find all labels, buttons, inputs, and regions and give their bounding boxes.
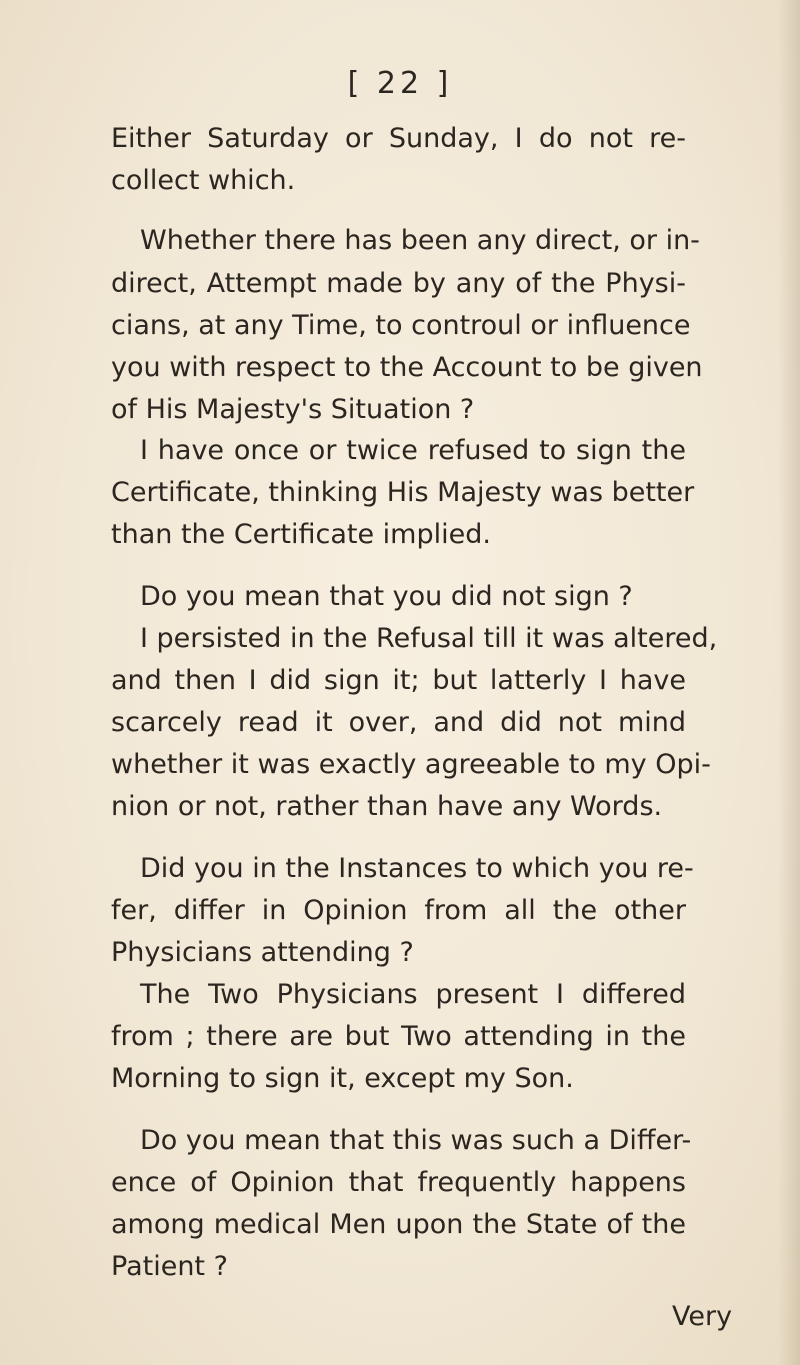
text-line: and then I did sign it; but latterly I have bbox=[111, 665, 686, 696]
text-line: fer, differ in Opinion from all the other bbox=[111, 895, 686, 926]
text-line: cians, at any Time, to controul or influence bbox=[111, 310, 691, 341]
text-line: nion or not, rather than have any Words. bbox=[111, 791, 663, 822]
text-line: Certificate, thinking His Majesty was better bbox=[111, 477, 695, 508]
text-line: Physicians attending ? bbox=[111, 937, 414, 968]
text-line: Whether there has been any direct, or in- bbox=[140, 225, 700, 256]
text-line: The Two Physicians present I differed bbox=[140, 979, 686, 1010]
text-line: from ; there are but Two attending in the bbox=[111, 1021, 686, 1052]
text-line: whether it was exactly agreeable to my Opi- bbox=[111, 749, 711, 780]
text-line: Either Saturday or Sunday, I do not re- bbox=[111, 123, 686, 154]
text-line: I persisted in the Refusal till it was altered, bbox=[140, 623, 718, 654]
text-line: ence of Opinion that frequently happens bbox=[111, 1167, 686, 1198]
text-line: Patient ? bbox=[111, 1251, 228, 1282]
text-line: Did you in the Instances to which you re- bbox=[140, 853, 694, 884]
text-line: of His Majesty's Situation ? bbox=[111, 394, 475, 425]
text-line: Morning to sign it, except my Son. bbox=[111, 1063, 574, 1094]
text-line: Do you mean that you did not sign ? bbox=[140, 581, 633, 612]
catchword: Very bbox=[672, 1301, 733, 1332]
page-number: [ 22 ] bbox=[347, 66, 453, 101]
text-line: scarcely read it over, and did not mind bbox=[111, 707, 686, 738]
text-line: than the Certificate implied. bbox=[111, 519, 491, 550]
page-edge-shadow bbox=[778, 0, 800, 1365]
text-line: direct, Attempt made by any of the Physi- bbox=[111, 268, 686, 299]
text-line: among medical Men upon the State of the bbox=[111, 1209, 686, 1240]
text-line: Do you mean that this was such a Differ- bbox=[140, 1125, 692, 1156]
text-line: you with respect to the Account to be given bbox=[111, 352, 703, 383]
text-line: collect which. bbox=[111, 165, 296, 196]
text-line: I have once or twice refused to sign the bbox=[140, 435, 686, 466]
